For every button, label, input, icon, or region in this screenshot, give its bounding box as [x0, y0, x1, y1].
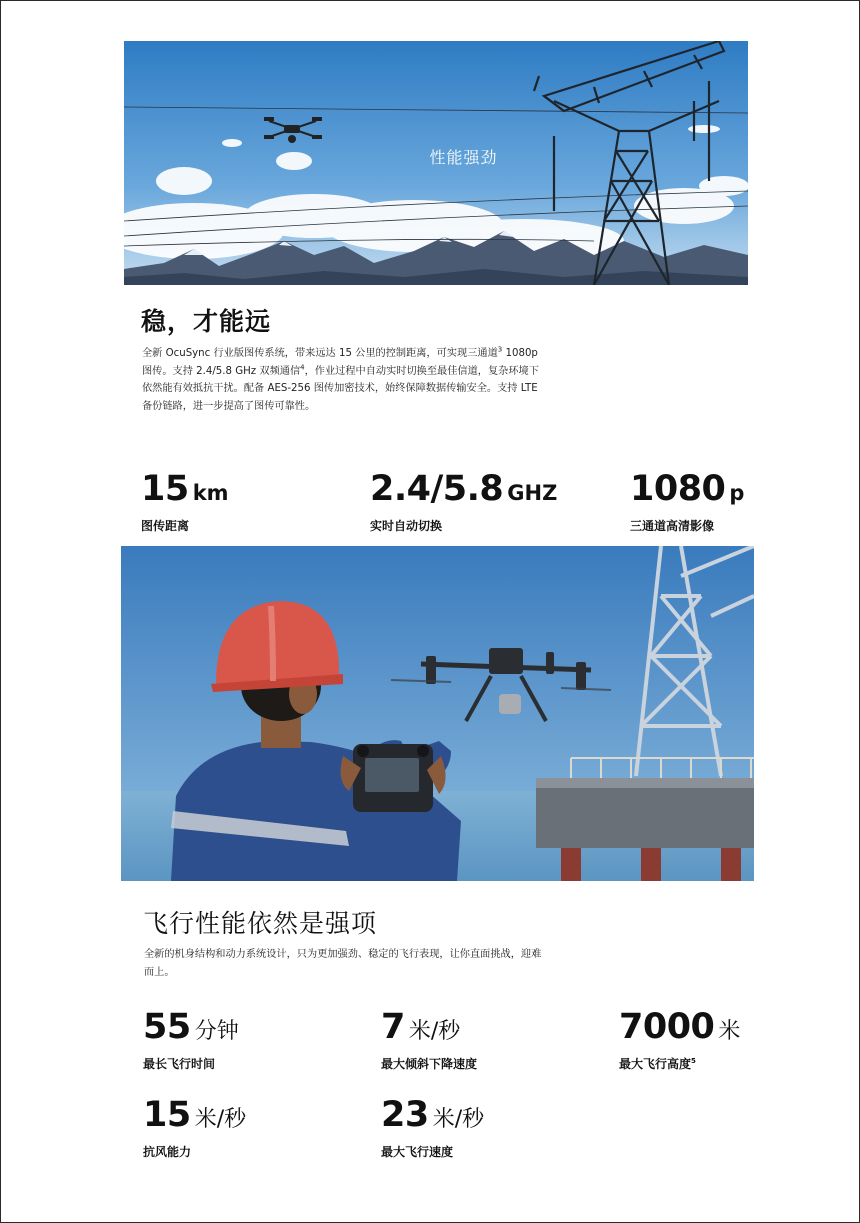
- stat-label: 最大倾斜下降速度: [381, 1057, 478, 1071]
- stat-frequency-band: [370, 469, 558, 534]
- stat-label: [619, 1055, 740, 1072]
- footnote-ref: 3: [497, 345, 503, 354]
- stat-value: 15: [143, 1095, 191, 1135]
- paragraph-text: 全新 OcuSync 行业版图传系统，带来远达 15 公里的控制距离，可实现三通道: [142, 348, 498, 359]
- stat-unit: 分钟: [194, 1019, 239, 1044]
- stat-value: 55: [143, 1007, 191, 1047]
- section-paragraph-transmission: [142, 345, 542, 415]
- stat-label: 抗风能力: [143, 1145, 192, 1159]
- stat-unit: GHZ: [507, 481, 558, 505]
- remote-controller-icon: [353, 744, 433, 812]
- stat-value: 7: [381, 1007, 405, 1047]
- stat-label: 最长飞行时间: [143, 1057, 216, 1071]
- section-heading-flight-performance: 飞行性能依然是强项: [143, 909, 378, 938]
- stat-value: 1080: [630, 469, 726, 509]
- stat-video-resolution: [630, 469, 745, 534]
- paragraph-text: 1080p 图传。支持 2.4/5.8 GHz 双频通信: [142, 348, 538, 377]
- hero-image-power-tower: [124, 41, 748, 285]
- stat-unit: km: [192, 481, 229, 505]
- stat-label: 实时自动切换: [370, 519, 443, 533]
- stat-max-flight-time: [143, 1007, 239, 1072]
- stat-unit: p: [729, 481, 745, 505]
- section-paragraph-flight: 全新的机身结构和动力系统设计，只为更加强劲、稳定的飞行表现，让你直面挑战，迎难而上。: [144, 949, 542, 978]
- section-heading-stability: 稳，才能远: [141, 307, 272, 336]
- stat-unit: 米/秒: [408, 1019, 461, 1044]
- stat-transmission-distance: [141, 469, 229, 534]
- stat-label: 三通道高清影像: [630, 519, 715, 533]
- stat-max-altitude: [619, 1007, 741, 1072]
- stat-label-text: 最大飞行高度: [619, 1057, 692, 1071]
- stat-unit: 米/秒: [432, 1107, 485, 1132]
- stat-unit: 米: [718, 1019, 741, 1044]
- stat-wind-resistance: [143, 1095, 247, 1160]
- stat-max-descent-speed: [381, 1007, 478, 1072]
- stat-value: 2.4/5.8: [370, 469, 504, 509]
- footnote-ref: 4: [300, 363, 305, 372]
- stat-value: 7000: [619, 1007, 715, 1047]
- footnote-ref: 5: [691, 1057, 696, 1065]
- stat-unit: 米/秒: [194, 1107, 247, 1132]
- stat-label: 最大飞行速度: [381, 1145, 454, 1159]
- stat-label: 图传距离: [141, 519, 190, 533]
- stat-max-flight-speed: [381, 1095, 485, 1160]
- stat-value: 15: [141, 469, 189, 509]
- pilot-with-drone-photo: [121, 546, 754, 881]
- hero-image-pilot-drone: [121, 546, 754, 881]
- paragraph-text: ，作业过程中自动实时切换至最佳信道，复杂环境下依然能有效抵抗干扰。配备 AES-256 图传加密技术，始终保障数据传输安全。支持 LTE 备份链路，进一步提高了图传可靠性。: [142, 365, 539, 412]
- hero-caption: 性能强劲: [429, 148, 498, 167]
- stat-value: 23: [381, 1095, 429, 1135]
